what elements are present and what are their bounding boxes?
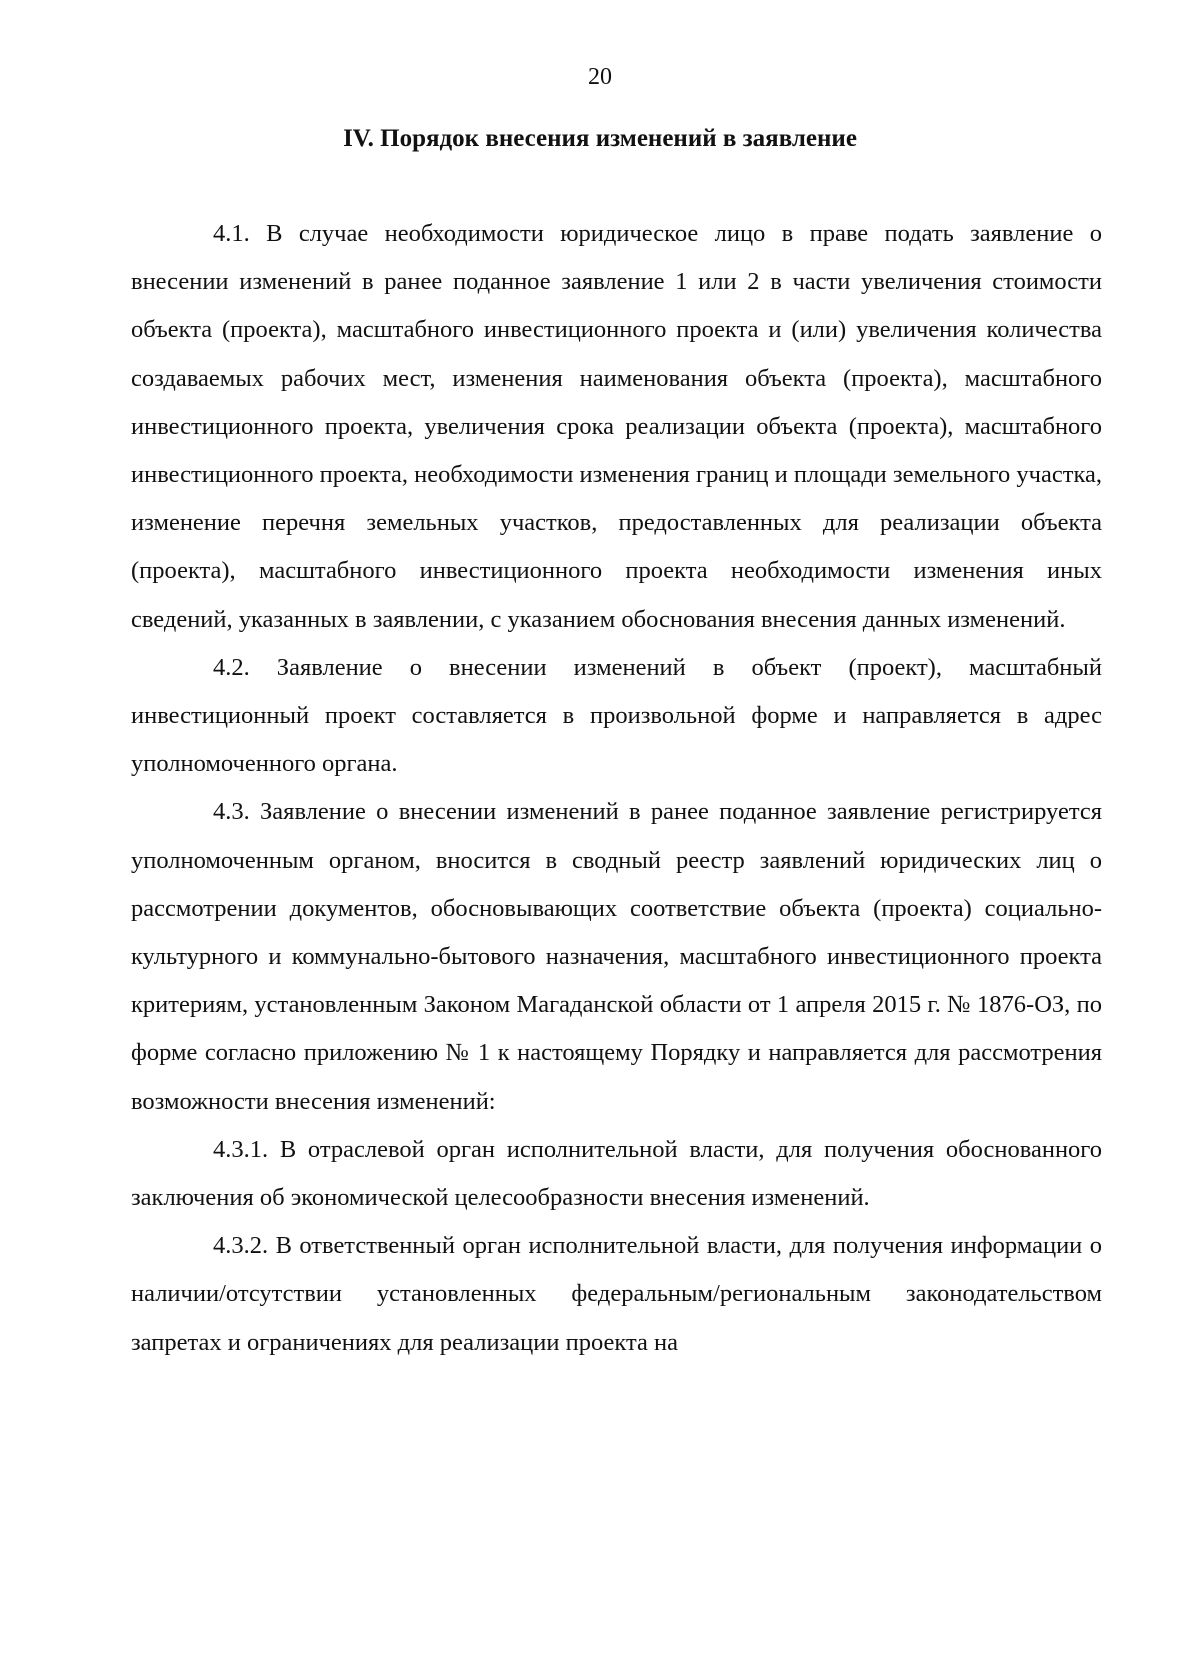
paragraph-4-3-2: 4.3.2. В ответственный орган исполнительной власти, для получения информации о наличии/отсутствии установленных федеральным/региональным законодательством запретах и ограничениях для реализации проекта на — [131, 1232, 1102, 1356]
page-number: 20 — [588, 64, 612, 90]
paragraph-4-2: 4.2. Заявление о внесении изменений в объект (проект), масштабный инвестиционный проект составляется в произвольной форме и направляется в адрес уполномоченного органа. — [131, 653, 1102, 778]
paragraph-4-1: 4.1. В случае необходимости юридическое лицо в праве подать заявление о внесении изменений в ранее поданное заявление 1 или 2 в части увеличения стоимости объекта (проекта), масштабного инвестиционного проекта и (или) увеличения количества создаваемых рабочих мест, изменения наименования объекта (проекта), масштабного инвестиционного проекта, увеличения срока реализации объекта (проекта), масштабного инвестиционного проекта, необходимости изменения границ и площади земельного участка, изменение перечня земельных участков, предоставленных для реализации объекта (проекта), масштабного инвестиционного проекта необходимости изменения иных сведений, указанных в заявлении, с указанием обоснования внесения данных изменений. — [131, 220, 1102, 633]
document-body — [131, 210, 1102, 1367]
section-heading: IV. Порядок внесения изменений в заявление — [343, 125, 857, 152]
paragraph-4-3-1: 4.3.1. В отраслевой орган исполнительной власти, для получения обоснованного заключения об экономической целесообразности внесения изменений. — [131, 1135, 1102, 1212]
paragraph-4-3: 4.3. Заявление о внесении изменений в ранее поданное заявление регистрируется уполномоченным органом, вносится в сводный реестр заявлений юридических лиц о рассмотрении документов, обосновывающих соответствие объекта (проекта) социально-культурного и коммунально-бытового назначения, масштабного инвестиционного проекта критериям, установленным Законом Магаданской области от 1 апреля 2015 г. № 1876-ОЗ, по форме согласно приложению № 1 к настоящему Порядку и направляется для рассмотрения возможности внесения изменений: — [131, 798, 1102, 1115]
